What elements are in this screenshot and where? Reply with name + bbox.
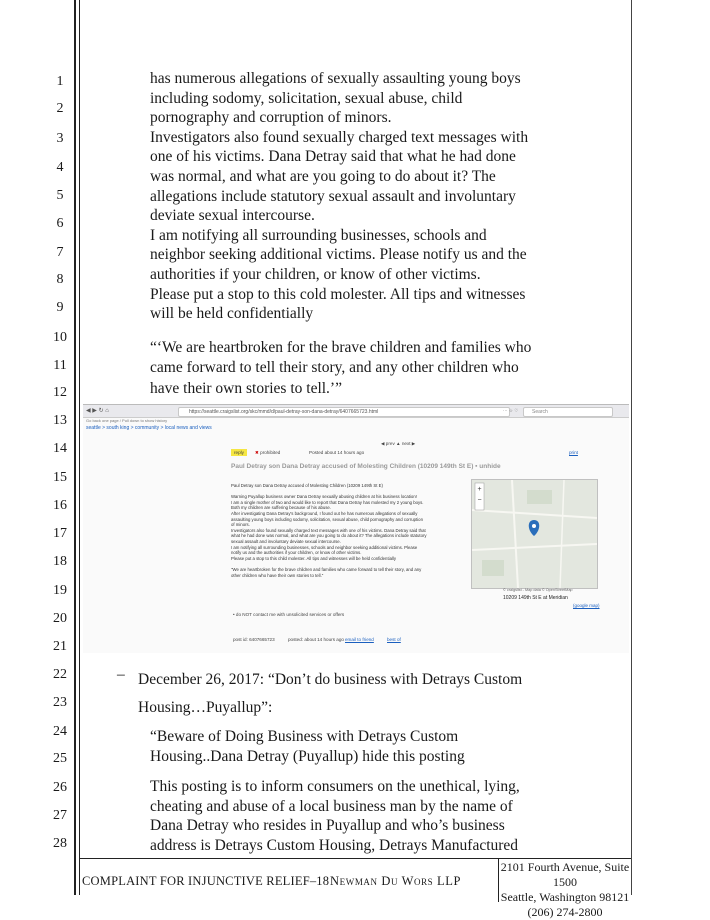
body-line: will be held confidentially [150,305,314,323]
body-line: authorities if your children, or know of other victims. [150,265,481,283]
line-number: 12 [53,385,67,400]
post-line: Please put a stop to this child molester. All tips and witnesses will be held confidentially [231,555,397,561]
line-number: 19 [53,583,67,598]
line-number: 20 [53,611,67,626]
bullet-item [138,666,522,722]
line-number: 25 [53,751,67,766]
quote-line: “‘We are heartbroken for the brave children and families who [150,339,532,356]
footer-address-line: 2101 Fourth Avenue, Suite 1500 [500,860,630,889]
footer-rule [80,858,631,859]
post-line: Both my children are suffering because of his abuse. [231,505,332,511]
body-line: Please put a stop to this cold molester. All tips and witnesses [150,285,526,303]
line-number: 8 [56,272,64,287]
post-line: notify us and the authorities if your children, or know of other victims. [231,550,362,556]
line-number: 17 [53,526,67,541]
body-line: was normal, and what are you going to do about it? The [150,167,496,185]
post-line: assaulting young boys including sodomy, solicitation, sexual abuse, child pornography and corruption [231,516,423,522]
line-number: 23 [53,695,67,710]
post-line: Investigators also found sexually charged text messages with one of his victims. Dana Detray said that [231,527,426,533]
body-line: deviate sexual intercourse. [150,207,315,225]
post-line: Paul Detray son Dana Detray accused of Molesting Children (10209 149th St E) [231,483,383,488]
line-number: 13 [53,413,67,428]
bullet-line: December 26, 2017: “Don’t do business with Detrays Custom [138,671,523,688]
post-id: post id: 6407665723 [233,637,275,642]
body-line: This posting is to inform consumers on the unethical, lying, [150,778,520,795]
svg-text:+: + [477,486,482,493]
line-number: 27 [53,808,67,823]
post-line: what he had done was normal, and what are you going to do about it? The allegations include statutory [231,533,427,539]
body-line: has numerous allegations of sexually assaulting young boys [150,70,521,87]
footer-divider [498,858,499,902]
posting-body [231,483,427,578]
browser-search-box: Search [523,407,613,417]
bullet-dash: – [117,666,125,683]
print-link: print [569,450,578,455]
craigslist-screenshot [83,404,629,653]
map-copyright: © craigslist - Map data © OpenStreetMap [503,588,573,592]
svg-text:−: − [477,497,482,504]
line-number: 7 [56,245,64,260]
map-address: 10209 149th St E at Meridian [503,595,568,601]
body-line: pornography and corruption of minors. [150,109,392,127]
quote-line: have their own stories to tell.’” [150,379,342,397]
browser-nav-icons: ◀ ▶ ↻ ⌂ [86,408,109,414]
line-number: 2 [56,101,64,116]
map-graphic [472,480,597,588]
post-line: "We are heartbroken for the brave children and families who came forward to tell their story, and any [231,566,422,572]
footer-phone: (206) 274-2800 [527,905,603,919]
reply-button: reply [231,449,247,456]
line-number: 24 [53,724,67,739]
block-quote [150,338,531,399]
post-line: I am a single mother of two and would like to report that Dana Detray has molested my 2 young boys. [231,499,424,505]
line-number: 11 [53,358,67,373]
line-number: 22 [53,667,67,682]
line-number: 15 [53,470,67,485]
craigslist-breadcrumb: seattle > south king > community > local news and views [86,425,212,431]
prohibited-flag: ✖ prohibited [255,450,281,455]
body-paragraph-bottom [150,777,520,855]
body-paragraph-top [150,69,528,324]
bullet-line: Housing…Puyallup”: [138,699,273,716]
post-line: sexual assault and involuntary deviate sexual intercourse. [231,538,341,544]
best-of-link: best of [387,637,401,642]
line-number: 6 [56,216,64,231]
line-number: 16 [53,498,67,513]
line-number: 3 [56,131,64,146]
quote-line: came forward to tell their story, and any other children who [150,359,519,377]
post-line: of minors. [231,522,250,528]
footer-address-line: Seattle, Washington 98121 [500,890,630,904]
quote-line: Housing..Dana Detray (Puyallup) hide this posting [150,748,465,765]
post-line: After investigating Dana Detray's background, I found out he has numerous allegations of sexually [231,510,418,516]
line-number: 9 [56,300,64,315]
no-contact-note: • do NOT contact me with unsolicited services or offers [233,612,345,617]
post-line: Warning Puyallup business owner Dana Detray sexually abusing children at his business location! [231,494,417,500]
footer-firm-name: Newman Du Wors LLP [330,874,462,888]
google-map-link: (google map) [573,603,600,608]
body-line: neighbor seeking additional victims. Please notify us and the [150,246,527,264]
block-quote-2 [150,727,465,767]
body-line: Investigators also found sexually charged text messages with [150,128,529,146]
body-line: cheating and abuse of a local business man by the name of [150,797,513,815]
line-number: 18 [53,554,67,569]
quote-line: “Beware of Doing Business with Detrays Custom [150,728,459,745]
posted-footer: posted: about 14 hours ago [288,637,344,642]
line-number: 10 [53,330,67,345]
line-number: 21 [53,639,67,654]
body-line: I am notifying all surrounding businesses, schools and [150,226,487,244]
prev-next-nav: ◀ prev ▲ next ▶ [381,441,416,446]
line-number: 26 [53,780,67,795]
location-map [471,479,598,589]
post-line: I am notifying all surrounding businesses, schools and neighbor seeking additional victims. Please [231,544,418,550]
body-line: address is Detrays Custom Housing, Detrays Manufactured [150,836,519,854]
line-number: 5 [56,188,64,203]
back-tooltip: Go back one page / Pull down to show history [86,418,168,423]
line-number: 1 [56,74,64,89]
posting-title: Paul Detray son Dana Detray accused of Molesting Children (10209 149th St E) ▪ unhide [231,463,501,470]
line-number: 14 [53,441,67,456]
body-line: allegations include statutory sexual assault and involuntary [150,187,516,205]
footer-address [500,860,630,920]
line-number: 28 [53,836,67,851]
posted-time: Posted about 14 hours ago [309,450,365,455]
post-line: other children who have their own stories to tell." [231,572,324,578]
line-number: 4 [56,160,64,175]
address-bar: https://seattle.craigslist.org/skc/mmd/d/paul-detray-son-dana-detray/6407665723.html [178,407,510,417]
footer-document-title: COMPLAINT FOR INJUNCTIVE RELIEF–18 [82,874,330,888]
browser-actions-icons: ··· ☆ ♡ [503,408,519,413]
email-friend-link: email to friend [345,637,374,642]
body-line: Dana Detray who resides in Puyallup and who’s business [150,817,505,834]
body-line: one of his victims. Dana Detray said that what he had done [150,148,516,166]
body-line: including sodomy, solicitation, sexual abuse, child [150,89,463,107]
pleading-rule-right [631,0,632,895]
